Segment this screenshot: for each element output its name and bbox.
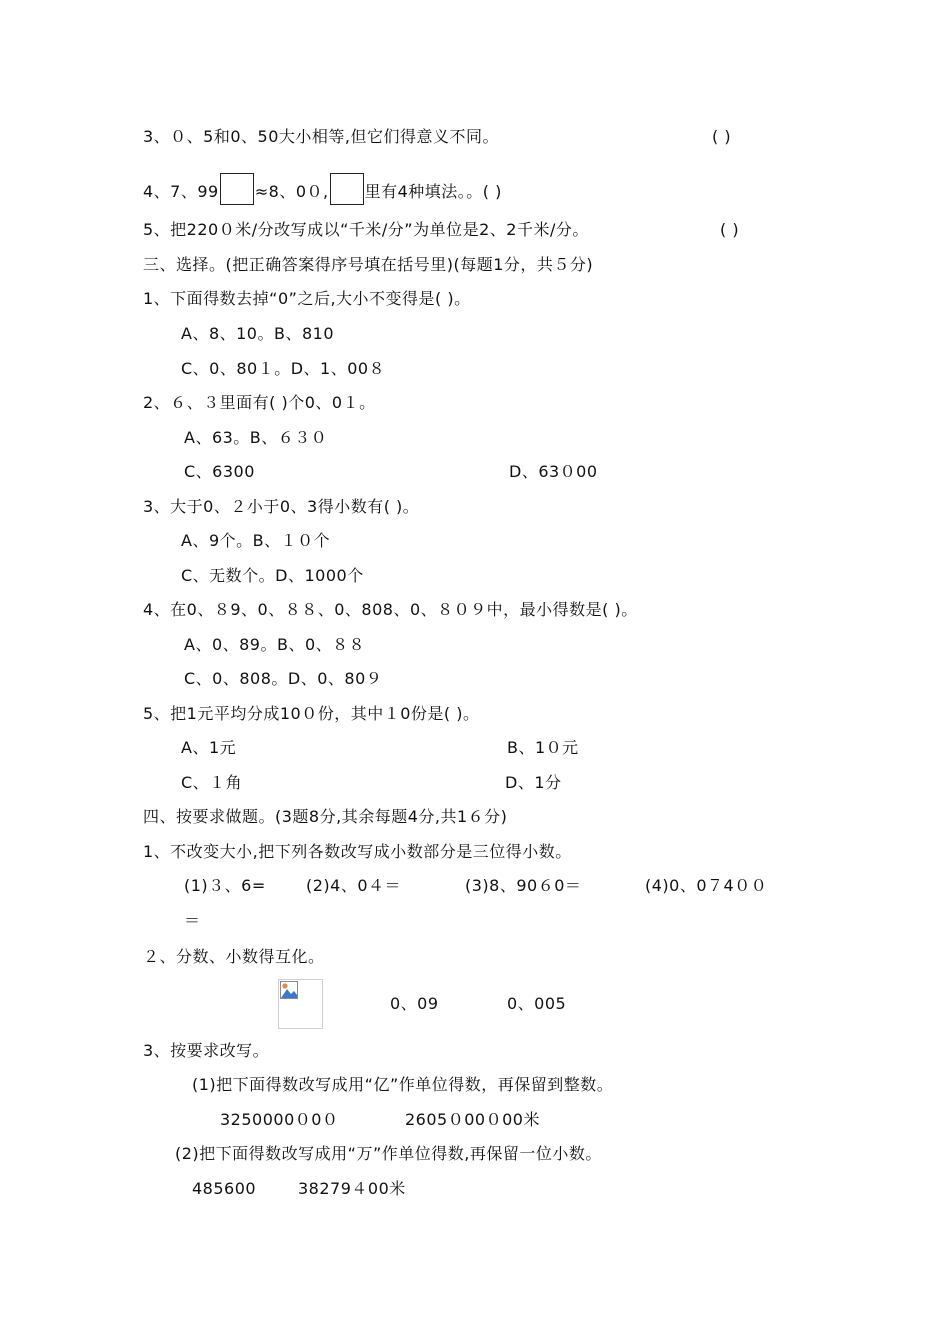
s3-q3: 3、大于0、２小于0、3得小数有( )。 [143, 497, 420, 516]
judge-q3-answer-paren: ( ) [712, 127, 732, 146]
judge-q4-part-b: ≈8、0０, [254, 182, 329, 201]
judge-q4-part-c: 里有4种填法。 [364, 182, 467, 201]
s3-q2-option-d: D、63０00 [509, 462, 598, 481]
judge-q4-part-a: 4、7、99 [143, 182, 219, 201]
s3-q3-options-ab: A、9个。B、１０个 [181, 531, 331, 550]
answer-box[interactable] [330, 173, 364, 205]
s4-q1-item1: (1)３、6= [184, 876, 266, 895]
answer-box[interactable] [220, 173, 254, 205]
s4-q3-sub1: (1)把下面得数改写成用“亿”作单位得数，再保留到整数。 [192, 1075, 614, 1094]
judge-q4 [143, 173, 502, 205]
s4-q2: ２、分数、小数得互化。 [143, 947, 325, 966]
judge-q3: 3、０、5和0、50大小相等,但它们得意义不同。 [143, 127, 499, 146]
s4-q3-sub1-value1: 3250000０0０ [220, 1110, 339, 1129]
s4-q3: 3、按要求改写。 [143, 1041, 270, 1060]
broken-image-icon [280, 981, 298, 999]
section3-title: 三、选择。(把正确答案得序号填在括号里)(每题1分，共５分) [143, 255, 594, 274]
s4-q3-sub2-value2: 38279４00米 [298, 1179, 406, 1198]
s3-q2: 2、６、３里面有( )个0、0１。 [143, 393, 376, 412]
s4-q2-value1: 0、09 [390, 994, 439, 1013]
s3-q2-options-ab: A、63。B、６３０ [184, 428, 328, 447]
s4-q2-value2: 0、005 [507, 994, 567, 1013]
s4-q3-sub1-value2: 2605０00０00米 [405, 1110, 540, 1129]
s4-q3-sub2-value1: 485600 [192, 1179, 257, 1198]
s3-q1-options-ab: A、8、10。B、810 [181, 324, 335, 343]
s3-q5-option-b: B、1０元 [507, 738, 579, 757]
s3-q4: 4、在0、８9、0、８８、0、808、0、８０９中，最小得数是( )。 [143, 600, 638, 619]
s3-q4-options-ab: A、0、89。B、0、８８ [184, 635, 366, 654]
s4-q1-item3: (3)8、90６0＝ [465, 876, 582, 895]
s3-q1: 1、下面得数去掉“0”之后,大小不变得是( )。 [143, 289, 471, 308]
judge-q5: 5、把220０米/分改写成以“千米/分”为单位是2、2千米/分。 [143, 220, 589, 239]
s3-q5-option-d: D、1分 [505, 773, 562, 792]
judge-q5-answer-paren: ( ) [720, 220, 740, 239]
s3-q1-options-cd: C、0、80１。D、1、00８ [181, 359, 386, 378]
s3-q3-options-cd: C、无数个。D、1000个 [181, 566, 364, 585]
s4-q3-sub2: (2)把下面得数改写成用“万”作单位得数,再保留一位小数。 [175, 1144, 602, 1163]
s4-q1-equals: ＝ [184, 911, 201, 930]
s3-q2-option-c: C、6300 [184, 462, 255, 481]
s3-q4-options-cd: C、0、808。D、0、80９ [184, 669, 383, 688]
s4-q1: 1、不改变大小,把下列各数改写成小数部分是三位得小数。 [143, 842, 572, 861]
s4-q1-item4: (4)0、0７4００ [645, 876, 768, 895]
s4-q1-item2: (2)4、0４＝ [306, 876, 402, 895]
fraction-image-placeholder [278, 979, 323, 1029]
s3-q5: 5、把1元平均分成10０份，其中１0份是( )。 [143, 704, 480, 723]
section4-title: 四、按要求做题。(3题8分,其余每题4分,共1６分) [143, 807, 508, 826]
judge-q4-answer-paren: 。( ) [466, 182, 502, 201]
s3-q5-option-a: A、1元 [181, 738, 237, 757]
s3-q5-option-c: C、１角 [181, 773, 243, 792]
